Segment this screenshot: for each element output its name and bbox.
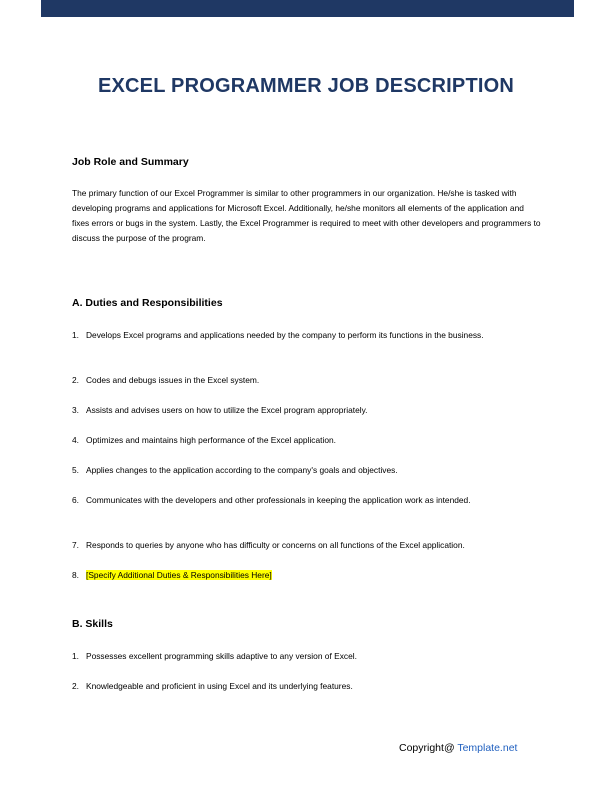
list-number: 1. (72, 330, 79, 340)
list-number: 5. (72, 465, 79, 475)
list-number: 7. (72, 540, 79, 550)
list-text: Optimizes and maintains high performance of the Excel application. (86, 435, 336, 445)
section-heading-skills: B. Skills (72, 618, 113, 630)
list-text: Applies changes to the application according to the company's goals and objectives. (86, 465, 398, 475)
list-item (72, 538, 542, 553)
list-number: 4. (72, 435, 79, 445)
template-link[interactable]: Template.net (457, 742, 518, 754)
header-bar (41, 0, 574, 17)
list-item (72, 403, 542, 418)
list-item (72, 493, 542, 508)
section-heading-summary: Job Role and Summary (72, 156, 189, 168)
list-number: 3. (72, 405, 79, 415)
list-number: 8. (72, 570, 79, 580)
placeholder-text: [Specify Additional Duties & Responsibilities Here] (86, 570, 272, 580)
list-text: Responds to queries by anyone who has difficulty or concerns on all functions of the Excel application. (86, 540, 465, 550)
document-title: EXCEL PROGRAMMER JOB DESCRIPTION (97, 75, 515, 97)
list-text: Communicates with the developers and other professionals in keeping the application work as intended. (86, 495, 471, 505)
list-text: Possesses excellent programming skills adaptive to any version of Excel. (86, 651, 357, 661)
summary-paragraph: The primary function of our Excel Programmer is similar to other programmers in our organization. He/she is tasked with developing programs and applications for Microsoft Excel. Additionally, he/she monitors all elements of the application and fixes errors or bugs in the system. Lastly, the Excel Programmer is required to meet with other developers and programmers to discuss the purpose of the program. (72, 188, 541, 243)
list-item (72, 433, 542, 448)
section-heading-duties: A. Duties and Responsibilities (72, 297, 223, 309)
list-item (72, 649, 542, 664)
list-text: Assists and advises users on how to utilize the Excel program appropriately. (86, 405, 368, 415)
list-item (72, 373, 542, 388)
list-item (72, 328, 542, 343)
list-text: Develops Excel programs and applications needed by the company to perform its functions in the business. (86, 330, 484, 340)
list-item (72, 568, 542, 583)
list-number: 2. (72, 375, 79, 385)
footer-copyright (399, 742, 517, 754)
list-number: 2. (72, 681, 79, 691)
copyright-label: Copyright@ (399, 742, 458, 754)
list-number: 1. (72, 651, 79, 661)
list-item (72, 679, 542, 694)
list-item (72, 463, 542, 478)
list-number: 6. (72, 495, 79, 505)
list-text: Knowledgeable and proficient in using Excel and its underlying features. (86, 681, 353, 691)
list-text: Codes and debugs issues in the Excel system. (86, 375, 260, 385)
